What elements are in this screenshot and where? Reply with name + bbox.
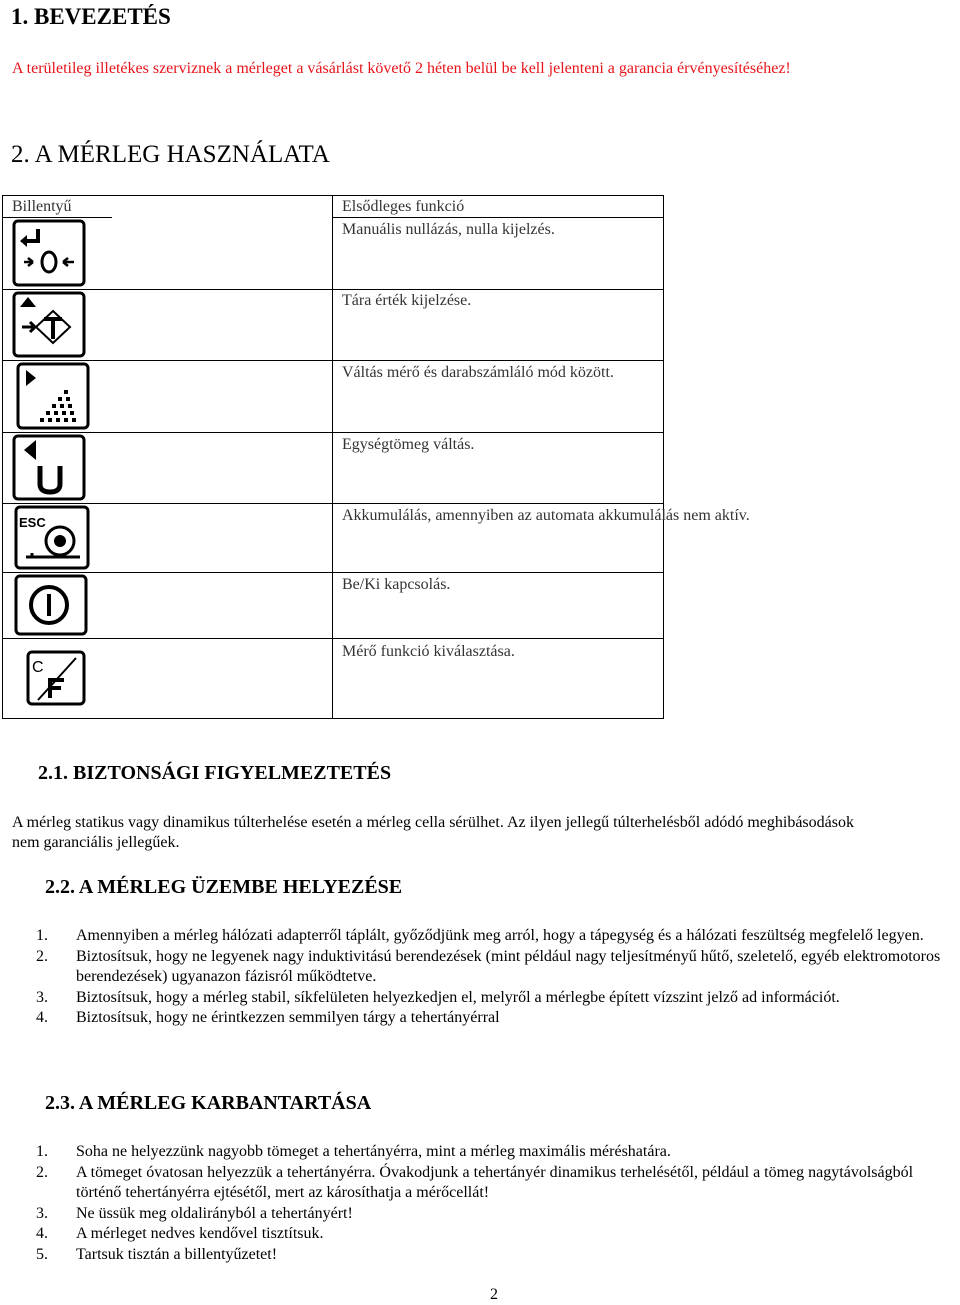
page-number: 2 bbox=[490, 1286, 498, 1303]
unit-key-icon bbox=[12, 434, 86, 501]
function-key-description: Mérő funkció kiválasztása. bbox=[342, 643, 515, 660]
tare-key-description: Tára érték kijelzése. bbox=[342, 292, 472, 309]
list-item: 5. Tartsuk tisztán a billentyűzetet! bbox=[36, 1245, 278, 1263]
power-key-description: Be/Ki kapcsolás. bbox=[342, 576, 451, 593]
safety-warning-line-1: A mérleg statikus vagy dinamikus túlterhelése esetén a mérleg cella sérülhet. Az ilyen jellegű túlterhelésből adódó meghibásodások bbox=[12, 814, 854, 831]
safety-warning-line-2: nem garanciális jellegűek. bbox=[12, 834, 180, 851]
power-key-icon bbox=[14, 574, 88, 636]
zero-key-description: Manuális nullázás, nulla kijelzés. bbox=[342, 221, 555, 238]
function-key-icon bbox=[26, 650, 86, 706]
accumulate-key-description: Akkumulálás, amennyiben az automata akkumulálás nem aktív. bbox=[342, 507, 750, 524]
tare-key-icon bbox=[12, 291, 86, 358]
section-2-2-title: 2.2. A MÉRLEG ÜZEMBE HELYEZÉSE bbox=[45, 876, 403, 898]
zero-key-icon bbox=[12, 219, 86, 287]
svg-text:C: C bbox=[32, 659, 44, 676]
list-item: 3. Ne üssük meg oldalirányból a tehertányért! bbox=[36, 1204, 353, 1222]
safety-warning-text bbox=[12, 813, 960, 853]
warranty-warning: A területileg illetékes szerviznek a mérleget a vásárlást követő 2 héten belül be kell jelenteni a garancia érvényesítéséhez! bbox=[12, 60, 791, 77]
list-item: 4. Biztosítsuk, hogy ne érintkezzen semmilyen tárgy a tehertányérral bbox=[36, 1009, 500, 1026]
col-header-function: Elsődleges funkció bbox=[342, 198, 465, 215]
section-2-3-title: 2.3. A MÉRLEG KARBANTARTÁSA bbox=[45, 1092, 372, 1114]
svg-text:ESC: ESC bbox=[19, 515, 46, 530]
maintenance-list bbox=[36, 1142, 956, 1265]
counting-key-description: Váltás mérő és darabszámláló mód között. bbox=[342, 364, 614, 381]
col-header-key: Billentyű bbox=[12, 198, 72, 215]
setup-steps-list bbox=[36, 926, 956, 1029]
section-2-title: 2. A MÉRLEG HASZNÁLATA bbox=[11, 141, 330, 168]
list-item: 3. Biztosítsuk, hogy a mérleg stabil, síkfelületen helyezkedjen el, melyről a mérlegbe épített vízszint jelző ad információt. bbox=[36, 988, 840, 1006]
list-item: 2. Biztosítsuk, hogy ne legyenek nagy induktivitású berendezések (mint például nagy teljesítményű hűtő, szeletelő, egyéb elektromotoros berendezések) ugyanazon fázisról működtetve. bbox=[36, 947, 941, 985]
section-1-title: 1. BEVEZETÉS bbox=[11, 4, 171, 29]
list-item: 2. A tömeget óvatosan helyezzük a tehertányérra. Óvakodjunk a tehertányér dinamikus terhelésétől, például a tömeg nagytávolságból történő tehertányérra ejtésétől, mert az károsíthatja a mérőcellát! bbox=[36, 1163, 914, 1201]
counting-mode-key-icon bbox=[16, 362, 90, 430]
list-item: 1. Amennyiben a mérleg hálózati adapterről táplált, győződjünk meg arról, hogy a tápegység és a hálózati feszültség megfelelő legyen. bbox=[36, 927, 924, 944]
list-item: 4. A mérleget nedves kendővel tisztítsuk. bbox=[36, 1225, 324, 1242]
list-item: 1. Soha ne helyezzünk nagyobb tömeget a tehertányérra, mint a mérleg maximális méréshatára. bbox=[36, 1143, 671, 1160]
section-2-1-title: 2.1. BIZTONSÁGI FIGYELMEZTETÉS bbox=[38, 762, 392, 784]
esc-accumulate-key-icon bbox=[14, 505, 90, 570]
unit-key-description: Egységtömeg váltás. bbox=[342, 436, 475, 453]
